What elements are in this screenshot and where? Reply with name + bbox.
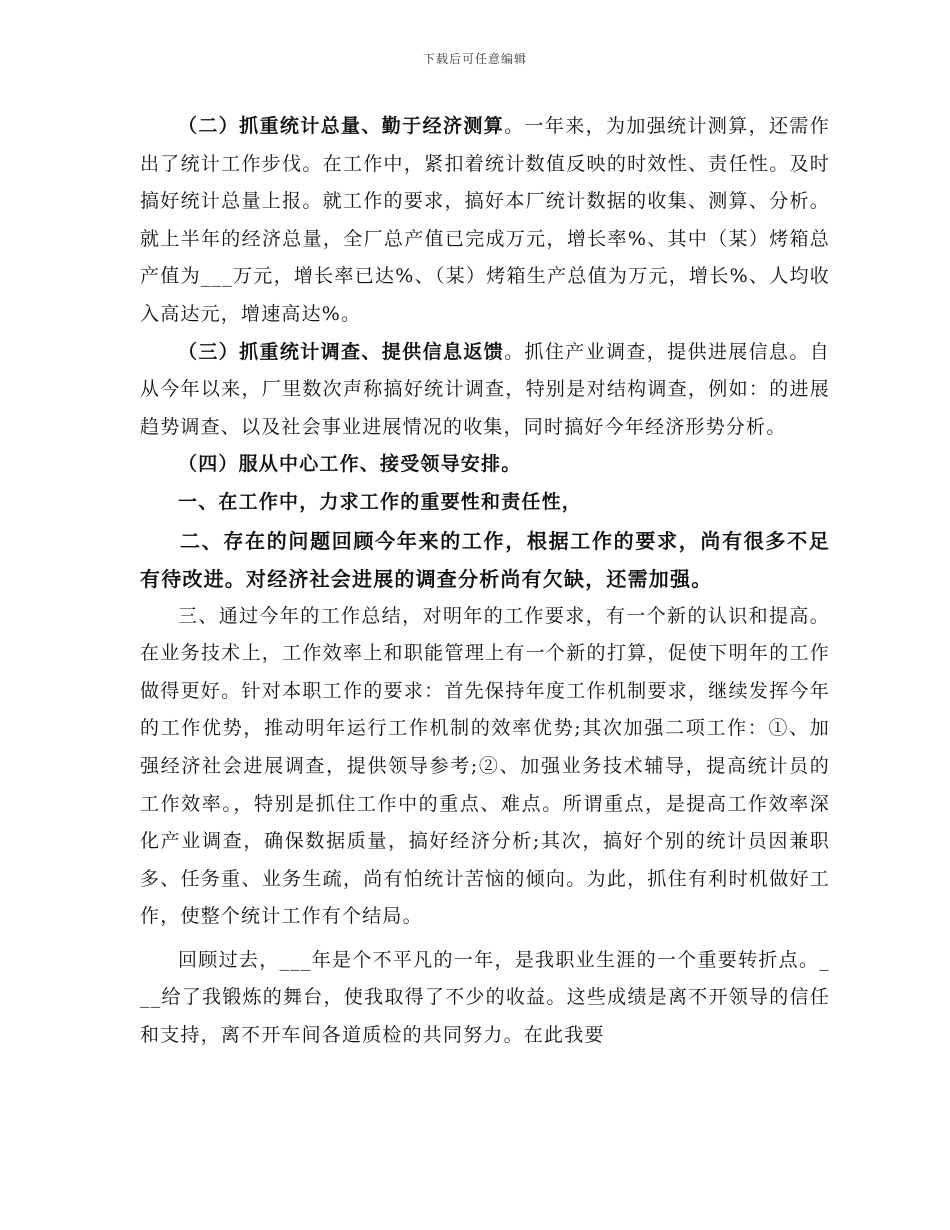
list-item-two: 二、存在的问题回顾今年来的工作，根据工作的要求，尚有很多不足有待改进。对经济社会进展的调查分析尚有欠缺，还需加强。 [140, 528, 830, 591]
paragraph-text: 。抓住产业调查，提供进展信息。自从今年以来，厂里数次声称搞好统计调查，特别是对结构调查，例如：的进展趋势调查、以及社会事业进展情况的收集，同时搞好今年经济形势分析。 [140, 340, 831, 438]
section-heading-4: （四）服从中心工作、接受领导安排。 [178, 453, 522, 476]
document-body [140, 108, 830, 1055]
page-header: 下载后可任意编辑 [422, 52, 527, 66]
paragraph-review: 回顾过去，___年是个不平凡的一年，是我职业生涯的一个重要转折点。___给了我锻炼的舞台，使我取得了不少的收益。这些成绩是离不开领导的信任和支持，离不开车间各道质检的共同努力。在此我要 [140, 948, 830, 1047]
section-heading-2: （二）抓重统计总量、勤于经济测算 [178, 115, 505, 137]
paragraph-statistics-survey [140, 334, 830, 447]
paragraph-statistics-total [140, 108, 830, 334]
section-heading-3: （三）抓重统计调查、提供信息返馈 [178, 340, 505, 363]
paragraph-text: 。一年来，为加强统计测算，还需作出了统计工作步伐。在工作中，紧扣着统计数值反映的时效性、责任性。及时搞好统计总量上报。就工作的要求，搞好本厂统计数据的收集、测算、分析。就上半年的经济总量，全厂总产值已完成万元，增长率%、其中（某）烤箱总产值为___万元，增长率已达%、（某）烤箱生产总值为万元，增长%、人均收入高达元，增速高达%。 [140, 115, 831, 325]
list-item-one: 一、在工作中，力求工作的重要性和责任性， [178, 490, 583, 513]
list-item-three: 三、通过今年的工作总结，对明年的工作要求，有一个新的认识和提高。在业务技术上，工作效率上和职能管理上有一个新的打算，促使下明年的工作做得更好。针对本职工作的要求：首先保持年度工作机制要求，继续发挥今年的工作优势，推动明年运行工作机制的效率优势;其次加强二项工作：①、加强经济社会进展调查，提供领导参考;②、加强业务技术辅导，提高统计员的工作效率。，特别是抓住工作中的重点、难点。所谓重点，是提高工作效率深化产业调查，确保数据质量，搞好经济分析;其次，搞好个别的统计员因兼职多、任务重、业务生疏，尚有怕统计苦恼的倾向。为此，抓住有利时机做好工作，使整个统计工作有个结局。 [140, 604, 830, 928]
